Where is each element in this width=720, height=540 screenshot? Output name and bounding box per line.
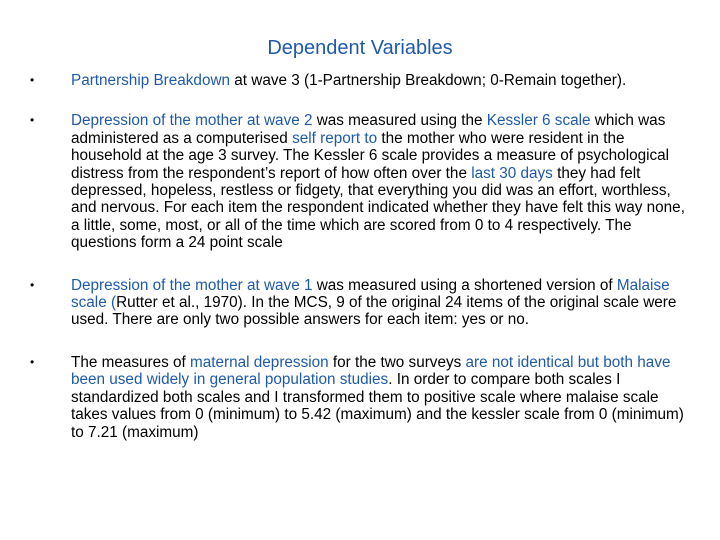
bullet-list bbox=[30, 72, 690, 441]
body-text: for the two surveys bbox=[328, 353, 466, 371]
highlight-text: last 30 days bbox=[471, 164, 553, 182]
body-text: which was administered as a computerised bbox=[71, 112, 666, 147]
body-text: was measured using the bbox=[312, 112, 487, 130]
bullet-item-maternal-depression-measures bbox=[30, 354, 690, 441]
highlight-text: Malaise scale ( bbox=[71, 276, 670, 312]
body-text: the mother who were resident in the household at the age 3 survey. The Kessler 6 scale provides a measure of psychological distress from the respondent’s report of how often over the bbox=[71, 129, 670, 182]
body-text: Rutter et al., 1970). In the MCS, 9 of the original 24 items of the original scale were used. There are only two possible answers for each item: yes or no. bbox=[71, 294, 677, 329]
bullet-icon: • bbox=[30, 113, 35, 128]
highlight-text: maternal depression bbox=[190, 353, 329, 371]
body-text: The measures of bbox=[71, 353, 191, 371]
bullet-item-depression-wave-2 bbox=[30, 112, 690, 251]
bullet-icon: • bbox=[30, 354, 35, 369]
body-text: they had felt depressed, hopeless, restless or fidgety, that everything you did was an effort, worthless, and nervous. For each item the respondent indicated whether they have felt this way none, a little, some, most, or all of the time which are scored from 0 to 4 respectively. The questions form a 24 point scale bbox=[71, 164, 685, 252]
highlight-text: Kessler 6 scale bbox=[486, 112, 591, 130]
highlight-text: self report to bbox=[292, 129, 378, 147]
body-text: . In order to compare both scales I standardized both scales and I transformed them to positive scale where malaise scale takes values from 0 (minimum) to 5.42 (maximum) and the kessler scale from 0 (minimum) to 7.21 (maximum) bbox=[71, 371, 684, 441]
body-text: was measured using a shortened version of bbox=[312, 276, 617, 294]
page-title: Dependent Variables bbox=[267, 37, 453, 59]
bullet-item-depression-wave-1 bbox=[30, 277, 690, 329]
bullet-item-partnership-breakdown bbox=[30, 72, 690, 89]
bullet-icon: • bbox=[30, 73, 35, 87]
highlight-text: are not identical but both have been used widely in general population studies bbox=[71, 353, 671, 389]
body-text: at wave 3 (1-Partnership Breakdown; 0-Remain together). bbox=[230, 72, 627, 89]
highlight-text: Partnership Breakdown bbox=[71, 72, 231, 89]
highlight-text: Depression of the mother at wave 2 bbox=[71, 112, 313, 130]
bullet-icon: • bbox=[30, 277, 35, 292]
highlight-text: Depression of the mother at wave 1 bbox=[71, 276, 313, 294]
